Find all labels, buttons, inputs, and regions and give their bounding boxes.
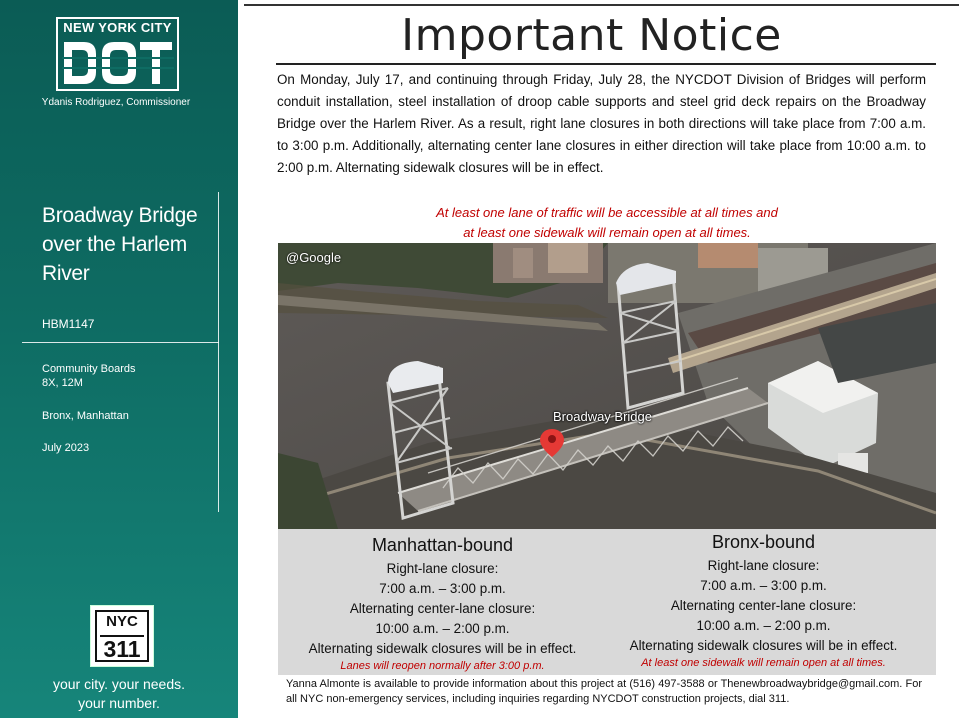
bronx-center-lane-label: Alternating center-lane closure: bbox=[670, 598, 857, 613]
bronx-center-lane-time: 10:00 a.m. – 2:00 p.m. bbox=[696, 618, 831, 633]
nyc-311-logo-top: NYC bbox=[106, 613, 138, 630]
image-credit: @Google bbox=[286, 250, 342, 265]
page-title: Important Notice bbox=[401, 10, 782, 61]
access-note-line-2: at least one sidewalk will remain open at all times. bbox=[463, 225, 751, 240]
manhattan-right-lane-label: Right-lane closure: bbox=[386, 561, 499, 576]
project-title: Broadway Bridge over the Harlem River bbox=[42, 204, 198, 285]
dot-logo-mark-icon bbox=[62, 40, 174, 86]
manhattan-right-lane-time: 7:00 a.m. – 3:00 p.m. bbox=[379, 581, 506, 596]
nyc-311-logo-bottom: 311 bbox=[103, 636, 141, 662]
bronx-heading: Bronx-bound bbox=[711, 532, 816, 552]
access-note-line-1: At least one lane of traffic will be accessible at all times and bbox=[436, 205, 778, 220]
notice-date: July 2023 bbox=[42, 442, 90, 454]
bronx-right-lane-time: 7:00 a.m. – 3:00 p.m. bbox=[700, 578, 827, 593]
bridge-map-label: Broadway Bridge bbox=[553, 409, 652, 424]
contact-info: Yanna Almonte is available to provide information about this project at (516) 497-3588 or Thenewbroadwaybridge@gmail.com. For all NYC non-emergency services, including inquiries regarding NYCDOT construction projects, dial 311. bbox=[286, 678, 922, 705]
logo-city-text: NEW YORK CITY bbox=[63, 20, 172, 35]
manhattan-sidewalk-note: Alternating sidewalk closures will be in effect. bbox=[308, 641, 577, 656]
nyc-dot-logo bbox=[56, 17, 179, 91]
bronx-bound-column bbox=[599, 529, 928, 669]
closures-panel bbox=[278, 529, 936, 675]
boroughs: Bronx, Manhattan bbox=[42, 410, 129, 422]
top-rule bbox=[244, 4, 959, 6]
tagline-line-1: your city. your needs. bbox=[52, 676, 186, 692]
sidebar-vertical-divider bbox=[218, 192, 219, 512]
access-note bbox=[278, 203, 936, 243]
commissioner-name: Ydanis Rodriguez, Commissioner bbox=[41, 97, 191, 108]
nyc-311-logo-frame bbox=[95, 610, 149, 662]
sidebar-horizontal-divider bbox=[22, 342, 219, 343]
title-underline bbox=[276, 63, 936, 65]
manhattan-reopen-note: Lanes will reopen normally after 3:00 p.m. bbox=[340, 660, 545, 672]
sidebar bbox=[0, 0, 238, 718]
community-boards-label: Community Boards bbox=[42, 363, 136, 375]
bronx-sidewalk-open-note: At least one sidewalk will remain open at all times. bbox=[641, 657, 886, 669]
bronx-right-lane-label: Right-lane closure: bbox=[707, 558, 820, 573]
manhattan-heading: Manhattan-bound bbox=[371, 535, 514, 555]
community-boards-value: 8X, 12M bbox=[42, 377, 83, 389]
project-code: HBM1147 bbox=[42, 317, 95, 331]
tagline-line-2: your number. bbox=[78, 695, 160, 711]
manhattan-center-lane-label: Alternating center-lane closure: bbox=[349, 601, 536, 616]
aerial-photo-illustration bbox=[278, 243, 936, 529]
manhattan-center-lane-time: 10:00 a.m. – 2:00 p.m. bbox=[375, 621, 510, 636]
notice-body: On Monday, July 17, and continuing through Friday, July 28, the NYCDOT Division of Bridges will perform conduit installation, steel installation of droop cable supports and steel grid deck repairs on the Broadway Bridge over the Harlem River. As a result, right lane closures in both directions will take place from 7:00 a.m. to 3:00 p.m. Additionally, alternating center lane closures in either direction will take place from 10:00 a.m. to 2:00 p.m. Alternating sidewalk closures will be in effect. bbox=[277, 72, 926, 175]
aerial-photo bbox=[278, 243, 936, 529]
manhattan-bound-column bbox=[278, 529, 607, 672]
bronx-sidewalk-note: Alternating sidewalk closures will be in effect. bbox=[629, 638, 898, 653]
nyc-311-logo bbox=[90, 605, 154, 667]
